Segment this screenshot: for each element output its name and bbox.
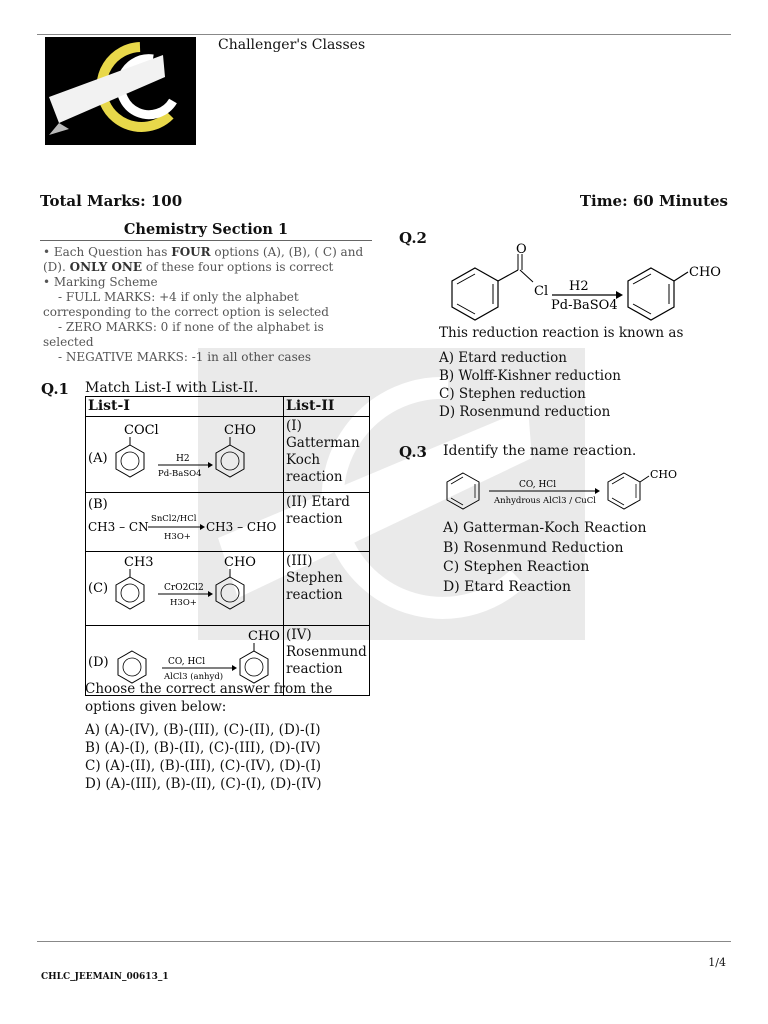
svg-text:Pd-BaSO4: Pd-BaSO4 [551, 298, 618, 313]
q3-stem: Identify the name reaction. [443, 443, 637, 459]
svg-text:CrO2Cl2: CrO2Cl2 [164, 583, 204, 593]
q3-number: Q.3 [399, 443, 427, 461]
institute-logo [45, 37, 196, 145]
q2-stem: This reduction reaction is known as [439, 325, 684, 341]
svg-text:O: O [516, 242, 527, 257]
option-a[interactable]: A) Etard reduction [439, 350, 567, 366]
list-2-cell-iii: (III) Stephen reaction [284, 552, 370, 626]
footer-rule [37, 941, 731, 942]
list-1-cell-a [86, 417, 284, 493]
svg-text:Anhydrous AlCl3 / CuCl: Anhydrous AlCl3 / CuCl [494, 496, 597, 506]
svg-text:SnCl2/HCl: SnCl2/HCl [151, 514, 197, 524]
document-code: CHLC_JEEMAIN_00613_1 [41, 972, 169, 982]
instructions: • Each Question has FOUR options (A), (B), ( C) and (D). ONLY ONE of these four options is correct • Marking Scheme - FULL MARKS: +4 if only the alphabet corresponding to the correct option is selected - ZERO MARKS: 0 if none of the alphabet is selected - NEGATIVE MARKS: -1 in all other cases [43, 245, 364, 364]
svg-text:Cl: Cl [534, 284, 549, 299]
q1-stem: Match List-I with List-II. [85, 380, 259, 396]
list-1-header: List-I [86, 397, 284, 417]
list-2-cell-i: (I) Gatterman Koch reaction [284, 417, 370, 493]
svg-text:CH3: CH3 [124, 555, 154, 570]
svg-text:CO, HCl: CO, HCl [519, 480, 557, 490]
institute-name: Challenger's Classes [218, 37, 366, 53]
list-1-cell-c [86, 552, 284, 626]
svg-text:CHO: CHO [248, 629, 280, 644]
svg-text:(D): (D) [88, 655, 109, 670]
option-b[interactable]: B) (A)-(I), (B)-(II), (C)-(III), (D)-(IV) [85, 740, 321, 756]
svg-text:H3O+: H3O+ [164, 532, 191, 542]
svg-text:CO, HCl: CO, HCl [168, 657, 206, 667]
list-1-cell-b [86, 493, 284, 552]
q1-choose-text: Choose the correct answer from the options given below: [85, 681, 333, 715]
list-2-cell-ii: (II) Etard reaction [284, 493, 370, 552]
q3-reaction-diagram [443, 465, 693, 513]
q2-reaction-diagram [440, 238, 740, 328]
svg-text:(B): (B) [88, 497, 108, 512]
option-c[interactable]: C) Stephen Reaction [443, 559, 590, 575]
list-2-header: List-II [284, 397, 370, 417]
table-row [86, 552, 370, 626]
svg-text:(C): (C) [88, 581, 109, 596]
q2-number: Q.2 [399, 229, 427, 247]
svg-text:(A): (A) [88, 451, 108, 466]
exam-time: Time: 60 Minutes [579, 192, 728, 210]
q2-options [439, 349, 621, 421]
svg-text:CH3 – CN: CH3 – CN [88, 520, 149, 534]
svg-text:CHO: CHO [650, 468, 678, 481]
q1-number: Q.1 [41, 380, 69, 398]
option-d[interactable]: D) Rosenmund reduction [439, 404, 611, 420]
page-number: 1/4 [708, 956, 726, 969]
svg-text:CHO: CHO [224, 423, 256, 438]
svg-text:CHO: CHO [224, 555, 256, 570]
header-rule [37, 34, 731, 35]
reaction-c-diagram [86, 552, 283, 620]
q3-options [443, 519, 647, 597]
reaction-a-diagram [86, 417, 283, 487]
q1-options [85, 721, 322, 793]
table-header-row [86, 397, 370, 417]
svg-text:CHO: CHO [689, 265, 721, 280]
svg-text:Pd-BaSO4: Pd-BaSO4 [158, 469, 202, 479]
match-table [85, 396, 370, 696]
option-b[interactable]: B) Rosenmund Reduction [443, 539, 624, 556]
svg-text:CH3 – CHO: CH3 – CHO [206, 520, 277, 534]
svg-text:H2: H2 [569, 279, 589, 294]
section-rule [40, 240, 372, 241]
svg-text:COCl: COCl [124, 423, 159, 438]
svg-text:AlCl3 (anhyd): AlCl3 (anhyd) [164, 672, 224, 682]
svg-text:H2: H2 [176, 454, 190, 464]
option-d[interactable]: D) (A)-(III), (B)-(II), (C)-(I), (D)-(IV) [85, 776, 322, 792]
list-2-cell-iv: (IV) Rosenmund reaction [284, 626, 370, 696]
option-d[interactable]: D) Etard Reaction [443, 578, 571, 595]
total-marks: Total Marks: 100 [40, 192, 183, 210]
reaction-b-diagram [86, 493, 283, 546]
option-c[interactable]: C) Stephen reduction [439, 386, 586, 402]
table-row [86, 493, 370, 552]
option-c[interactable]: C) (A)-(II), (B)-(III), (C)-(IV), (D)-(I) [85, 758, 322, 774]
option-a[interactable]: A) Gatterman-Koch Reaction [443, 520, 647, 536]
section-title: Chemistry Section 1 [123, 221, 289, 238]
svg-text:H3O+: H3O+ [170, 598, 197, 608]
table-row [86, 417, 370, 493]
option-b[interactable]: B) Wolff-Kishner reduction [439, 368, 621, 384]
option-a[interactable]: A) (A)-(IV), (B)-(III), (C)-(II), (D)-(I) [85, 722, 321, 738]
